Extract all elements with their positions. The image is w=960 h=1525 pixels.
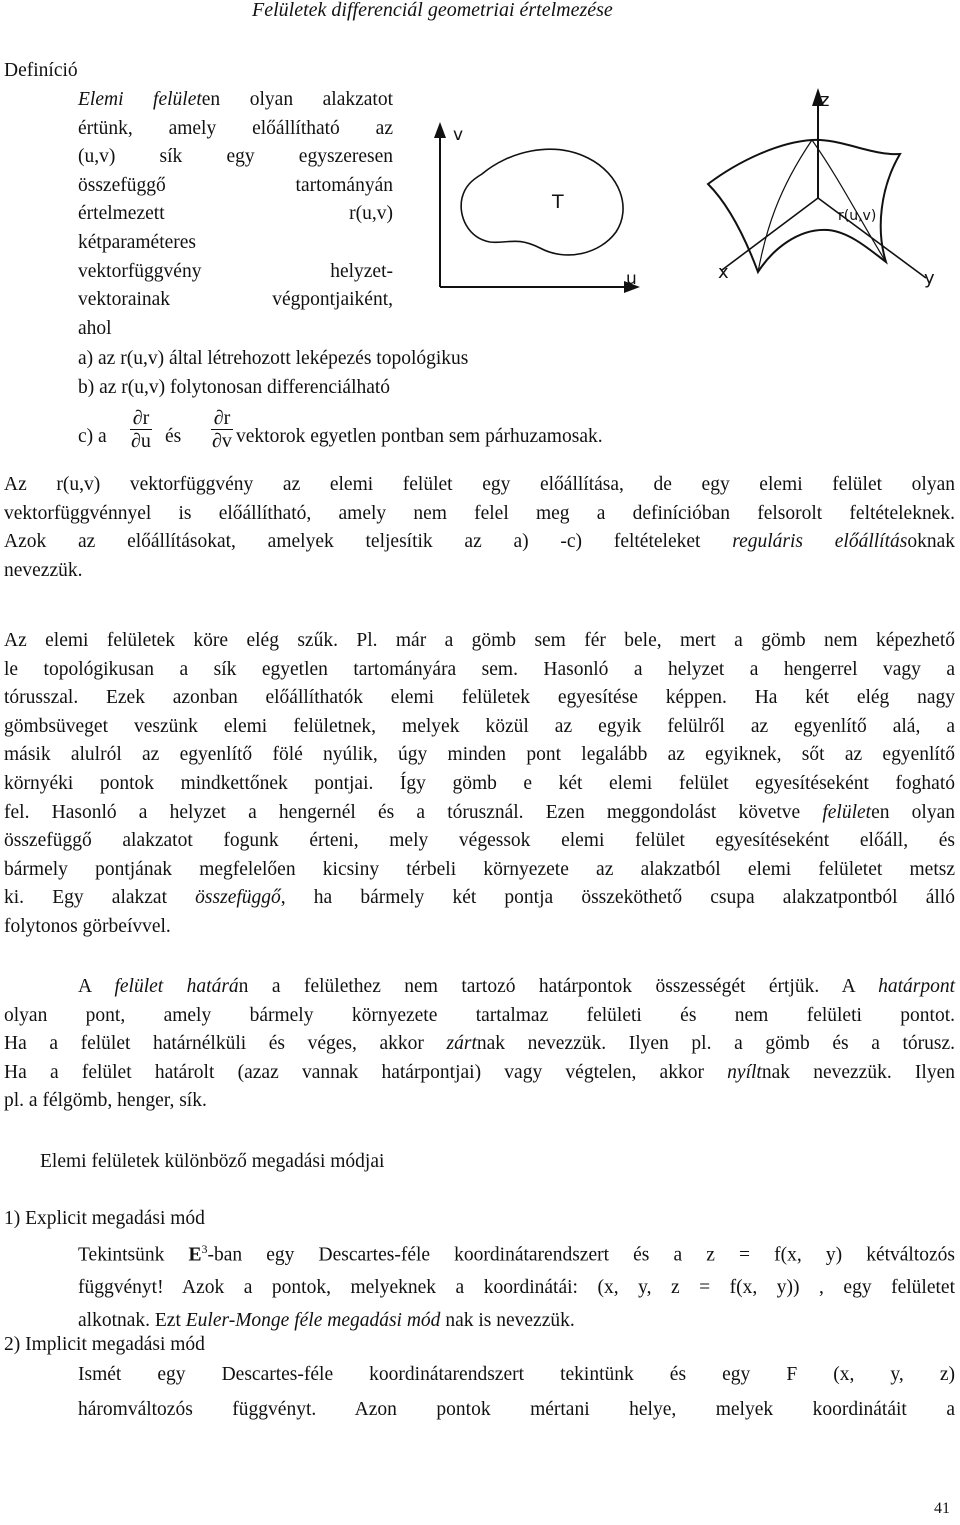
- surface-label: r(u,v): [838, 208, 877, 224]
- section-title: Elemi felületek különböző megadási módjai: [40, 1151, 385, 1172]
- condition-c-prefix: c) a: [78, 426, 107, 447]
- subsection-implicit: 2) Implicit megadási mód: [4, 1334, 205, 1355]
- definition-text: [78, 86, 393, 343]
- definition-line-2: (u,v) sík egy egyszeresen: [78, 146, 393, 168]
- implicit-paragraph: Ismét egy Descartes-féle koordinátarendszert tekintünk és egy F (x, y, z) háromváltozós függvényt. Azon pontok mértani helye, melyek koordinátáit a: [78, 1364, 955, 1420]
- surface-figure: [700, 80, 950, 300]
- paragraph-boundary: A felület határán a felülethez nem tartozó határpontok összességét értjük. A határpont olyan pont, amely bármely környezete tartalmaz felületi és nem felületi pontot. Ha a felület határnélküli és véges, akkor zártnak nevezzük. Ilyen pl. a gömb és a tórusz. Ha a felület határolt (azaz vannak határpontjai) vagy végtelen, akkor nyíltnak nevezzük. Ilyen pl. a félgömb, henger, sík.: [4, 976, 956, 1112]
- explicit-paragraph: Tekintsünk $E^3$-ban egy Descartes-féle koordinátarendszert és a z = f(x, y) kétváltozós függvényt! Azok a pontok, melyeknek a koordinátái: (x, y, z = f(x, y)) , egy felületet alkotnak. Ezt Euler-Monge féle megadási mód nak is nevezzük.: [78, 1242, 955, 1331]
- fraction-dr-du: ∂r ∂u: [131, 407, 151, 452]
- definition-line-8: ahol: [78, 317, 112, 339]
- z-axis-label: z: [820, 90, 830, 111]
- paragraph-surface-definition: Az elemi felületek köre elég szűk. Pl. már a gömb sem fér bele, mert a gömb nem képezhető le topológikusan a sík egyetlen tartományára sem. Hasonló a helyzet a hengerrel vagy a tórusszal. Ezek azonban előállíthatók elemi felületek egyesítése képpen. Ha két elég nagy gömbsüveget veszünk elemi felületnek, melyek közül az egyik felülről az egyenlítő alá, a másik alulról az egyenlítő fölé nyúlik, úgy minden pont legalább az egyiknek, sőt az egyenlítő környéki pontok mindkettőnek pontjai. Így gömb e két elemi felület egyesítéseként fogható fel. Hasonló a helyzet a hengernél és a tórusznál. Ezen meggondolást követve felületen olyan összefüggő alakzatot fogunk érteni, mely végessok elemi felület egyesítéseként előáll, és bármely pontjának megfelelően kicsiny térbeli környezete az alakzatból elemi felületet metsz ki. Egy alakzat összefüggő, ha bármely két pontja összeköthető csupa alakzatpontból álló folytonos görbeívvel.: [4, 630, 955, 937]
- condition-b: b) az r(u,v) folytonosan differenciálható: [78, 377, 391, 398]
- condition-c-and: és: [165, 426, 182, 447]
- definition-line-5: kétparaméteres: [78, 231, 197, 253]
- region-t-outline: [461, 149, 623, 255]
- y-axis-label: y: [924, 268, 935, 289]
- paragraph-regular-representation: Az r(u,v) vektorfüggvény az elemi felület egy előállítása, de egy elemi felület olyan vektorfüggvénnyel is előállítható, amely nem felel meg a definícióban felsorolt feltételeknek. Azok az előállításokat, amelyek teljesítik az a) -c) feltételeket reguláris előállításoknak nevezzük.: [4, 474, 955, 581]
- region-t-label: T: [552, 191, 564, 213]
- definition-line-7: vektorainak végpontjaiként,: [78, 289, 393, 311]
- definition-line-1: értünk, amely előállítható az: [78, 117, 393, 139]
- definition-line-6: vektorfüggvény helyzet-: [78, 260, 393, 282]
- condition-a: a) az r(u,v) által létrehozott leképezés topológikus: [78, 348, 469, 369]
- page-number: 41: [934, 1500, 950, 1517]
- definition-line-4: értelmezett r(u,v): [78, 203, 393, 225]
- u-axis-label: u: [626, 269, 637, 289]
- v-axis-label: v: [453, 125, 464, 145]
- page-header: Felületek differenciál geometriai értelmezése: [252, 0, 613, 21]
- fraction-dr-dv: ∂r ∂v: [212, 407, 232, 452]
- definition-heading: Definíció: [4, 60, 78, 81]
- subsection-explicit: 1) Explicit megadási mód: [4, 1208, 205, 1229]
- condition-c-suffix: vektorok egyetlen pontban sem párhuzamosak.: [236, 426, 603, 447]
- definition-line-0: Elemi felületen olyan alakzatot: [78, 89, 393, 110]
- uv-plane-figure: [420, 112, 660, 302]
- definition-line-3: összefüggő tartományán: [78, 174, 393, 196]
- surface-outline: [708, 140, 900, 272]
- v-axis-arrow: [434, 122, 446, 138]
- x-axis-label: x: [718, 262, 729, 283]
- surface-curve-1: [758, 140, 812, 272]
